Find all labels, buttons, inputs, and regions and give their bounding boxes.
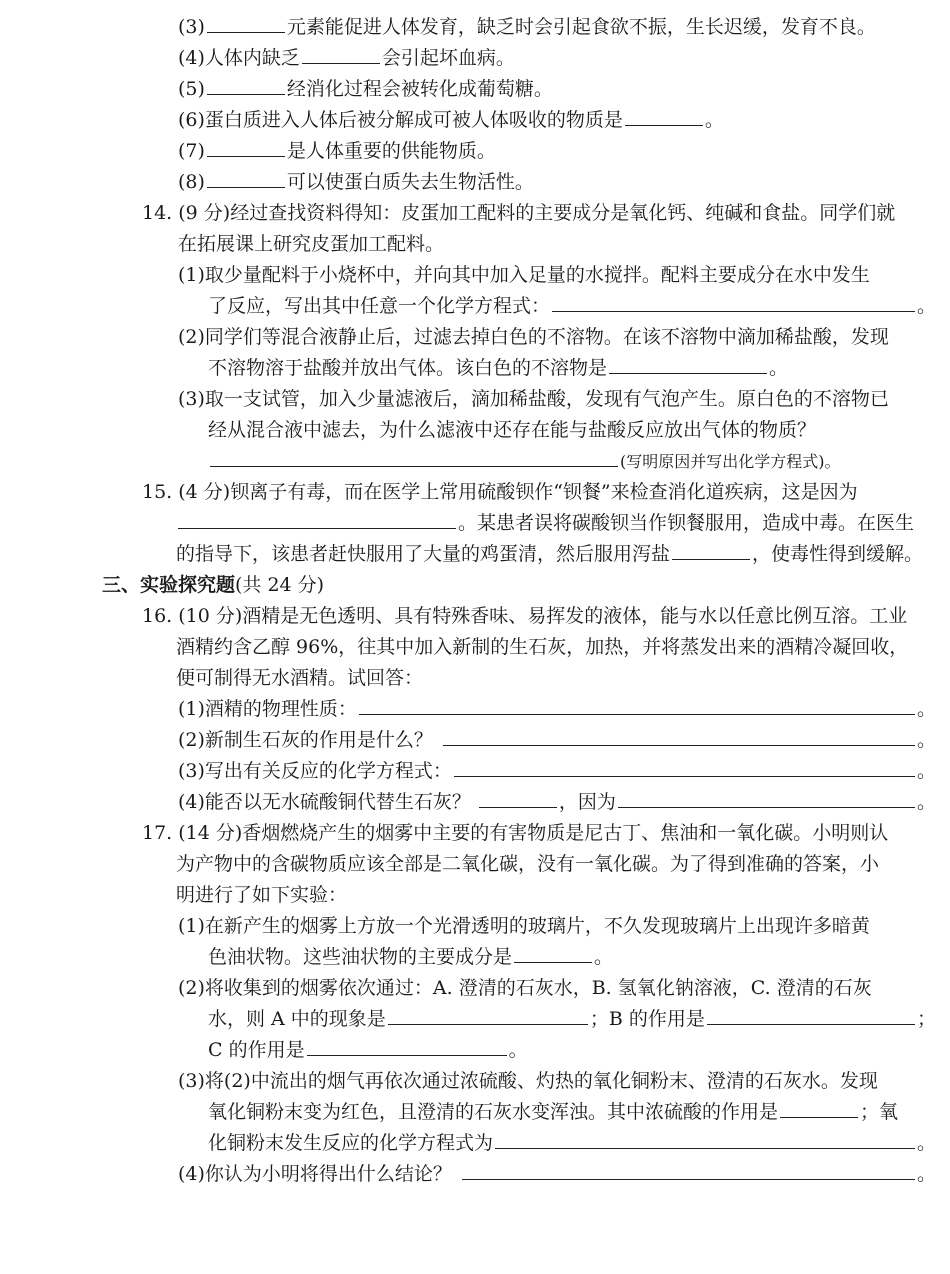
section-title: 三、实验探究题 [102, 574, 236, 596]
question-text: 水，则 A 中的现象是 [208, 1008, 386, 1030]
question-text: (4)你认为小明将得出什么结论？ [178, 1163, 452, 1185]
item-text: 会引起坏血病。 [381, 47, 515, 69]
q14-part-1-line-1 [178, 260, 870, 290]
q16-line-2 [176, 632, 908, 662]
question-text: 明进行了如下实验： [176, 884, 348, 906]
item-number: (7) [178, 140, 205, 162]
q14-part-2-line-1 [178, 322, 889, 352]
q14-part-3-line-2 [208, 415, 816, 445]
question-text: (2)将收集到的烟雾依次通过：A. 澄清的石灰水，B. 氢氧化钠溶液，C. 澄清的石灰 [178, 977, 872, 999]
answer-blank[interactable] [307, 1035, 507, 1056]
question-text: 不溶物溶于盐酸并放出气体。该白色的不溶物是 [208, 357, 608, 379]
punctuation: 。 [508, 1039, 528, 1061]
item-text: 元素能促进人体发育，缺乏时会引起食欲不振，生长迟缓，发育不良。 [286, 16, 876, 38]
q13-item-6 [178, 105, 724, 135]
answer-blank[interactable] [207, 136, 285, 157]
q16-part-4 [178, 787, 936, 817]
question-text: (3)将(2)中流出的烟气再依次通过浓硫酸、灼热的氧化铜粉末、澄清的石灰水。发现 [178, 1070, 878, 1092]
punctuation: 。 [916, 1132, 936, 1154]
q16-line-1 [142, 601, 907, 631]
q16-part-3 [178, 756, 936, 786]
question-text: 化铜粉末发生反应的化学方程式为 [208, 1132, 494, 1154]
question-text: 的指导下，该患者赶快服用了大量的鸡蛋清，然后服用泻盐 [176, 543, 671, 565]
question-text: (2)同学们等混合液静止后，过滤去掉白色的不溶物。在该不溶物中滴加稀盐酸，发现 [178, 326, 889, 348]
question-text: 了反应，写出其中任意一个化学方程式： [208, 295, 551, 317]
punctuation: 。 [916, 729, 936, 751]
item-text: (4)人体内缺乏 [178, 47, 300, 69]
q13-item-5 [178, 74, 553, 104]
q17-part-2-line-2 [208, 1004, 936, 1034]
q15-line-2 [176, 508, 914, 538]
answer-blank[interactable] [609, 353, 767, 374]
question-text: ，因为 [558, 791, 616, 813]
answer-blank[interactable] [207, 12, 285, 33]
answer-blank[interactable] [359, 694, 915, 715]
question-text: 16. (10 分)酒精是无色透明、具有特殊香味、易挥发的液体，能与水以任意比例互溶。工业 [142, 605, 908, 627]
item-number: (3) [178, 16, 205, 38]
q14-stem-line-1 [142, 198, 895, 228]
question-text: (2)新制生石灰的作用是什么？ [178, 729, 433, 751]
q15-line-1 [142, 477, 858, 507]
q13-item-3 [178, 12, 876, 42]
answer-blank[interactable] [618, 787, 915, 808]
question-text: 17. (14 分)香烟燃烧产生的烟雾中主要的有害物质是尼古丁、焦油和一氧化碳。小明则认 [142, 822, 889, 844]
answer-blank[interactable] [388, 1004, 588, 1025]
q14-part-2-line-2 [208, 353, 788, 383]
q17-part-4 [178, 1159, 936, 1189]
q17-part-3-line-3 [208, 1128, 936, 1158]
answer-blank[interactable] [443, 725, 915, 746]
answer-blank[interactable] [707, 1004, 915, 1025]
question-text: ；B 的作用是 [589, 1008, 705, 1030]
q14-part-3-line-3 [208, 446, 841, 476]
answer-blank[interactable] [552, 291, 915, 312]
q17-part-3-line-2 [208, 1097, 898, 1127]
punctuation: 。 [916, 1163, 936, 1185]
q13-item-4 [178, 43, 515, 73]
q17-line-2 [176, 849, 879, 879]
answer-blank[interactable] [207, 167, 285, 188]
q17-part-1-line-2 [208, 942, 613, 972]
answer-blank[interactable] [672, 539, 750, 560]
question-text: 便可制得无水酒精。试回答： [176, 667, 424, 689]
q17-line-3 [176, 880, 347, 910]
answer-blank[interactable] [625, 105, 703, 126]
q16-part-2 [178, 725, 936, 755]
q13-item-8 [178, 167, 534, 197]
answer-blank[interactable] [462, 1159, 915, 1180]
question-text: (3)写出有关反应的化学方程式： [178, 760, 452, 782]
answer-blank[interactable] [454, 756, 915, 777]
answer-blank[interactable] [479, 787, 557, 808]
punctuation: 。 [594, 946, 614, 968]
q14-part-3-line-1 [178, 384, 889, 414]
q17-part-2-line-3 [208, 1035, 528, 1065]
item-text: 是人体重要的供能物质。 [286, 140, 496, 162]
q16-line-3 [176, 663, 423, 693]
punctuation: 。 [769, 357, 789, 379]
question-text: 色油状物。这些油状物的主要成分是 [208, 946, 513, 968]
question-text: 。某患者误将碳酸钡当作钡餐服用，造成中毒。在医生 [458, 512, 915, 534]
answer-blank[interactable] [780, 1097, 858, 1118]
question-text: C 的作用是 [208, 1039, 305, 1061]
question-text: (1)在新产生的烟雾上方放一个光滑透明的玻璃片，不久发现玻璃片上出现许多暗黄 [178, 915, 870, 937]
question-text: ，使毒性得到缓解。 [752, 543, 924, 565]
q14-part-1-line-2 [208, 291, 936, 321]
question-text: 酒精约含乙醇 96%，往其中加入新制的生石灰，加热，并将蒸发出来的酒精冷凝回收， [176, 636, 909, 658]
question-text: (1)酒精的物理性质： [178, 698, 357, 720]
item-number: (8) [178, 171, 205, 193]
punctuation: 。 [916, 698, 936, 720]
q15-line-3 [176, 539, 923, 569]
item-number: (5) [178, 78, 205, 100]
instruction-note: (写明原因并写出化学方程式)。 [620, 452, 841, 471]
item-text: 。 [704, 109, 724, 131]
question-text: 为产物中的含碳物质应该全部是二氧化碳，没有一氧化碳。为了得到准确的答案，小 [176, 853, 880, 875]
question-text: 15. (4 分)钡离子有毒，而在医学上常用硫酸钡作“钡餐”来检查消化道疾病，这是因为 [142, 481, 858, 503]
question-text: 在拓展课上研究皮蛋加工配料。 [178, 233, 445, 255]
punctuation: 。 [916, 760, 936, 782]
question-text: (4)能否以无水硫酸铜代替生石灰？ [178, 791, 471, 813]
q17-line-1 [142, 818, 888, 848]
q17-part-1-line-1 [178, 911, 870, 941]
question-text: 氧化铜粉末变为红色，且澄清的石灰水变浑浊。其中浓硫酸的作用是 [208, 1101, 779, 1123]
q13-item-7 [178, 136, 496, 166]
q17-part-3-line-1 [178, 1066, 878, 1096]
answer-blank[interactable] [207, 74, 285, 95]
item-text: (6)蛋白质进入人体后被分解成可被人体吸收的物质是 [178, 109, 623, 131]
answer-blank[interactable] [210, 446, 618, 467]
section-score: (共 24 分) [235, 574, 325, 596]
answer-blank[interactable] [495, 1128, 915, 1149]
answer-blank[interactable] [514, 942, 592, 963]
item-text: 可以使蛋白质失去生物活性。 [286, 171, 534, 193]
q14-stem-line-2 [178, 229, 444, 259]
punctuation: 。 [916, 295, 936, 317]
answer-blank[interactable] [302, 43, 380, 64]
question-text: 14. (9 分)经过查找资料得知：皮蛋加工配料的主要成分是氧化钙、纯碱和食盐。同学们就 [142, 202, 896, 224]
question-text: (1)取少量配料于小烧杯中，并向其中加入足量的水搅拌。配料主要成分在水中发生 [178, 264, 870, 286]
item-text: 经消化过程会被转化成葡萄糖。 [286, 78, 553, 100]
q16-part-1 [178, 694, 936, 724]
punctuation: ； [916, 1008, 936, 1030]
section-heading [102, 570, 324, 600]
question-text: 经从混合液中滤去，为什么滤液中还存在能与盐酸反应放出气体的物质？ [208, 419, 817, 441]
q17-part-2-line-1 [178, 973, 872, 1003]
answer-blank[interactable] [178, 508, 456, 529]
question-text: (3)取一支试管，加入少量滤液后，滴加稀盐酸，发现有气泡产生。原白色的不溶物已 [178, 388, 889, 410]
punctuation: 。 [916, 791, 936, 813]
question-text: ；氧 [860, 1101, 899, 1123]
